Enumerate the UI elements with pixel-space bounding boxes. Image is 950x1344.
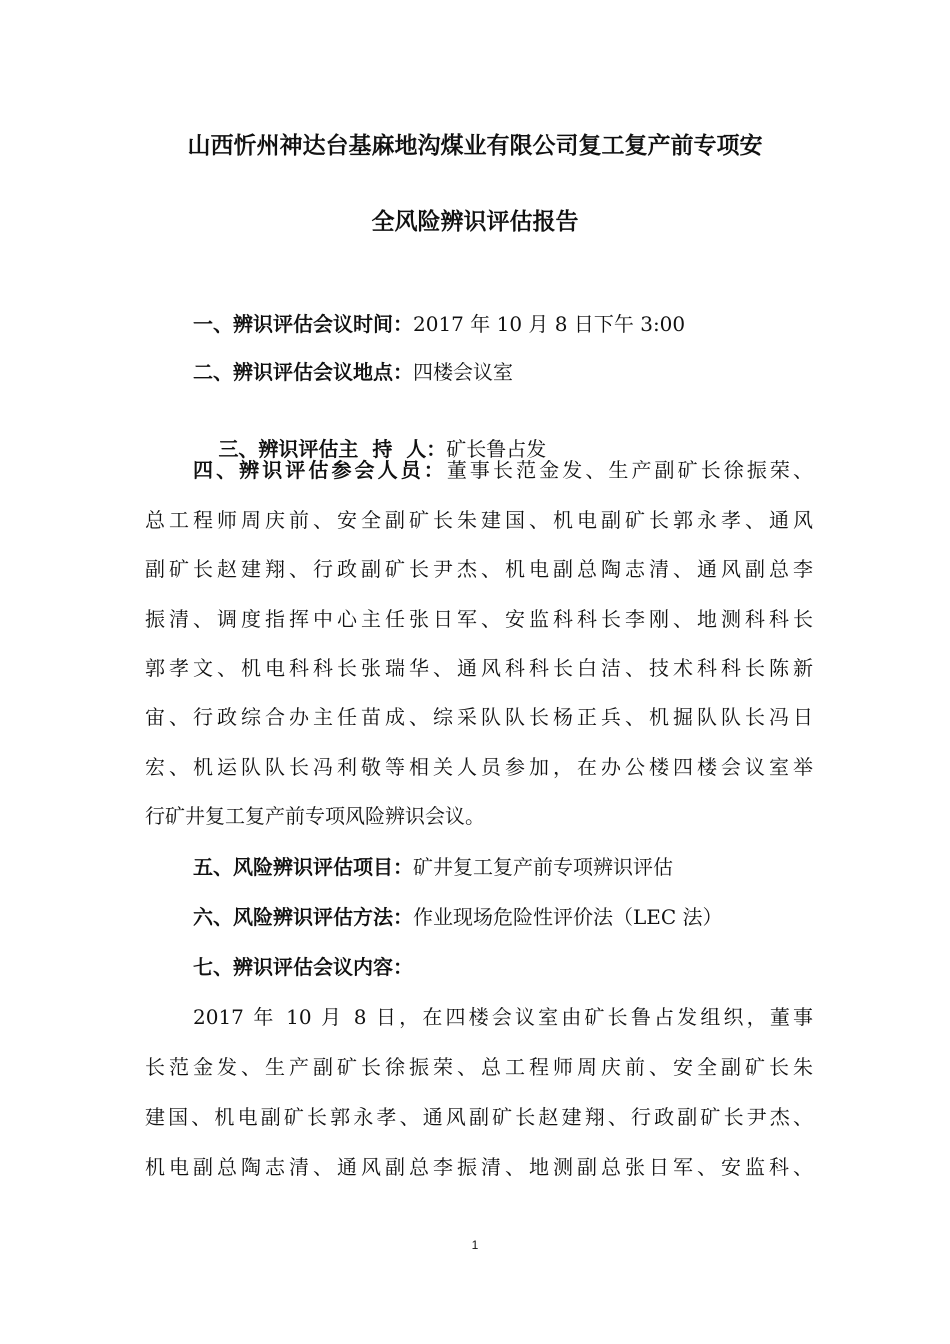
attendees-text: 董事长范金发、生产副矿长徐振荣、 — [446, 458, 814, 482]
meeting-host-label: 三、辨识评估主 持 人： — [218, 437, 447, 461]
meeting-place-value: 四楼会议室 — [413, 360, 513, 384]
report-title-line-1: 山西忻州神达台基麻地沟煤业有限公司复工复产前专项安 — [187, 133, 763, 159]
meeting-time-item — [193, 310, 685, 338]
meeting-place-item — [193, 358, 513, 386]
attendees-line-7: 宏、机运队队长冯利敬等相关人员参加，在办公楼四楼会议室举 — [145, 755, 813, 779]
attendees-line-1 — [193, 456, 813, 484]
assessment-project-item — [193, 853, 673, 881]
assessment-method-item — [193, 903, 723, 931]
attendees-line-8: 行矿井复工复产前专项风险辨识会议。 — [145, 804, 485, 828]
attendees-label: 四、辨识评估参会人员： — [193, 458, 447, 482]
attendees-line-3: 副矿长赵建翔、行政副矿长尹杰、机电副总陶志清、通风副总李 — [145, 557, 813, 581]
content-line-3: 建国、机电副矿长郭永孝、通风副矿长赵建翔、行政副矿长尹杰、 — [145, 1105, 813, 1129]
attendees-line-2: 总工程师周庆前、安全副矿长朱建国、机电副矿长郭永孝、通风 — [145, 508, 813, 532]
meeting-host-value: 矿长鲁占发 — [446, 437, 547, 461]
assessment-project-value: 矿井复工复产前专项辨识评估 — [413, 855, 673, 879]
meeting-place-label: 二、辨识评估会议地点： — [193, 360, 413, 384]
meeting-time-label: 一、辨识评估会议时间： — [193, 312, 413, 336]
page-number: 1 — [471, 1238, 479, 1252]
content-line-1: 2017 年 10 月 8 日，在四楼会议室由矿长鲁占发组织，董事 — [193, 1005, 813, 1029]
attendees-line-6: 宙、行政综合办主任苗成、综采队队长杨正兵、机掘队队长冯日 — [145, 705, 813, 729]
assessment-project-label: 五、风险辨识评估项目： — [193, 855, 413, 879]
report-title-line-2: 全风险辨识评估报告 — [371, 209, 579, 235]
meeting-time-value: 2017 年 10 月 8 日下午 3:00 — [413, 312, 686, 336]
assessment-method-value: 作业现场危险性评价法（LEC 法） — [413, 905, 723, 929]
content-line-2: 长范金发、生产副矿长徐振荣、总工程师周庆前、安全副矿长朱 — [145, 1055, 813, 1079]
attendees-line-4: 振清、调度指挥中心主任张日军、安监科科长李刚、地测科科长 — [145, 607, 813, 631]
content-line-4: 机电副总陶志清、通风副总李振清、地测副总张日军、安监科、 — [145, 1155, 813, 1179]
attendees-line-5: 郭孝文、机电科科长张瑞华、通风科科长白洁、技术科科长陈新 — [145, 656, 813, 680]
meeting-content-heading: 七、辨识评估会议内容： — [193, 955, 413, 979]
assessment-method-label: 六、风险辨识评估方法： — [193, 905, 413, 929]
